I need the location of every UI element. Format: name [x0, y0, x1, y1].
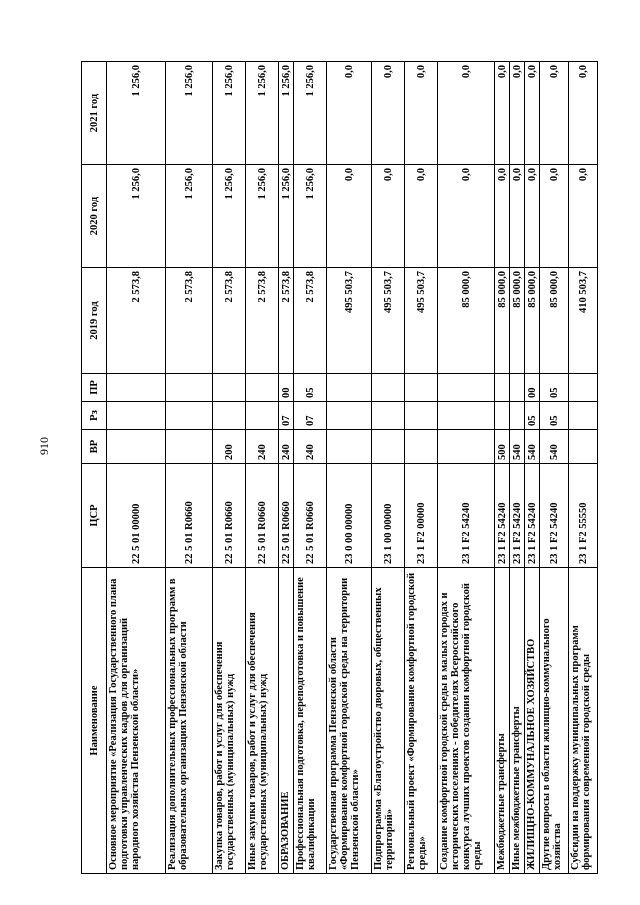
cell-csr: 23 1 F2 00000 [405, 464, 438, 568]
header-name: Наименование [82, 568, 107, 874]
table-row [438, 62, 495, 874]
cell-name: Иные межбюджетные трансферты [510, 568, 525, 874]
table-row [107, 62, 166, 874]
cell-y2019: 2 573,8 [246, 268, 279, 374]
cell-rz [569, 402, 598, 430]
cell-csr: 23 1 F2 54240 [510, 464, 525, 568]
cell-y2019: 495 503,7 [405, 268, 438, 374]
cell-csr: 23 1 F2 54240 [495, 464, 510, 568]
cell-y2019: 2 573,8 [166, 268, 213, 374]
cell-y2020: 0,0 [495, 165, 510, 268]
cell-csr: 23 1 F2 54240 [438, 464, 495, 568]
cell-csr: 22 5 01 R0660 [166, 464, 213, 568]
rotated-table-container [81, 62, 592, 874]
cell-csr: 23 0 00 00000 [327, 464, 372, 568]
cell-pr: 00 [279, 374, 294, 402]
table-row [540, 62, 569, 874]
header-pr: ПР [82, 374, 107, 402]
cell-name: Субсидии на поддержку муниципальных программ формирования современной городской среды [569, 568, 598, 874]
header-rz: Рз [82, 402, 107, 430]
table-body [107, 62, 598, 874]
cell-rz [405, 402, 438, 430]
cell-y2020: 1 256,0 [294, 165, 327, 268]
cell-rz: 07 [294, 402, 327, 430]
cell-y2020: 1 256,0 [166, 165, 213, 268]
cell-vr [438, 430, 495, 464]
cell-csr: 22 5 01 R0660 [279, 464, 294, 568]
header-row [82, 62, 107, 874]
cell-y2020: 0,0 [569, 165, 598, 268]
cell-csr: 23 1 00 00000 [372, 464, 405, 568]
cell-csr: 23 1 F2 54240 [540, 464, 569, 568]
cell-csr: 23 1 F2 54240 [525, 464, 540, 568]
cell-y2020: 1 256,0 [213, 165, 246, 268]
cell-name: Закупка товаров, работ и услуг для обеспечения государственных (муниципальных) нужд [213, 568, 246, 874]
cell-pr [246, 374, 279, 402]
cell-csr: 23 1 F2 55550 [569, 464, 598, 568]
cell-y2021: 0,0 [540, 62, 569, 165]
cell-y2019: 410 503,7 [569, 268, 598, 374]
table-row [569, 62, 598, 874]
cell-y2019: 2 573,8 [279, 268, 294, 374]
cell-y2021: 0,0 [327, 62, 372, 165]
cell-name: Создание комфортной городской среды в малых городах и исторических поселениях - победителях Всероссийского конкурса лучших проектов создания комфортной городской среды [438, 568, 495, 874]
cell-pr: 05 [540, 374, 569, 402]
cell-y2019: 2 573,8 [213, 268, 246, 374]
cell-y2020: 0,0 [372, 165, 405, 268]
cell-rz [107, 402, 166, 430]
cell-pr [569, 374, 598, 402]
cell-vr: 240 [279, 430, 294, 464]
cell-y2021: 1 256,0 [279, 62, 294, 165]
cell-name: ЖИЛИЩНО-КОММУНАЛЬНОЕ ХОЗЯЙСТВО [525, 568, 540, 874]
header-2020: 2020 год [82, 165, 107, 268]
cell-vr [166, 430, 213, 464]
cell-pr [327, 374, 372, 402]
cell-name: Профессиональная подготовка, переподготовка и повышение квалификации [294, 568, 327, 874]
cell-vr: 200 [213, 430, 246, 464]
cell-y2019: 2 573,8 [294, 268, 327, 374]
cell-y2021: 0,0 [525, 62, 540, 165]
cell-vr [327, 430, 372, 464]
table-row [495, 62, 510, 874]
header-2021: 2021 год [82, 62, 107, 165]
budget-table [81, 61, 598, 874]
cell-vr: 540 [525, 430, 540, 464]
cell-pr: 00 [525, 374, 540, 402]
cell-pr [438, 374, 495, 402]
cell-y2021: 0,0 [569, 62, 598, 165]
table-row [294, 62, 327, 874]
table-row [525, 62, 540, 874]
cell-name: Иные закупки товаров, работ и услуг для обеспечения государственных (муниципальных) нужд [246, 568, 279, 874]
table-row [327, 62, 372, 874]
cell-vr: 240 [294, 430, 327, 464]
cell-name: Другие вопросы в области жилищно-коммунального хозяйства [540, 568, 569, 874]
cell-vr: 240 [246, 430, 279, 464]
cell-y2019: 495 503,7 [372, 268, 405, 374]
cell-vr: 500 [495, 430, 510, 464]
cell-y2021: 1 256,0 [246, 62, 279, 165]
cell-csr: 22 5 01 00000 [107, 464, 166, 568]
cell-csr: 22 5 01 R0660 [213, 464, 246, 568]
cell-name: Реализация дополнительных профессиональных программ в образовательных организациях Пензенской области [166, 568, 213, 874]
cell-y2020: 0,0 [510, 165, 525, 268]
cell-rz [166, 402, 213, 430]
header-csr: ЦСР [82, 464, 107, 568]
cell-y2021: 0,0 [495, 62, 510, 165]
cell-rz: 07 [279, 402, 294, 430]
cell-rz [327, 402, 372, 430]
cell-y2020: 0,0 [405, 165, 438, 268]
cell-pr [213, 374, 246, 402]
cell-name: Подпрограмма «Благоустройство дворовых, общественных территорий» [372, 568, 405, 874]
cell-csr: 22 5 01 R0660 [294, 464, 327, 568]
cell-y2019: 85 000,0 [525, 268, 540, 374]
header-vr: ВР [82, 430, 107, 464]
cell-pr [107, 374, 166, 402]
cell-y2021: 0,0 [405, 62, 438, 165]
cell-y2020: 1 256,0 [246, 165, 279, 268]
cell-y2020: 0,0 [438, 165, 495, 268]
cell-y2021: 0,0 [438, 62, 495, 165]
cell-y2021: 0,0 [510, 62, 525, 165]
cell-pr [510, 374, 525, 402]
cell-rz [438, 402, 495, 430]
table-row [372, 62, 405, 874]
table-row [510, 62, 525, 874]
cell-pr [495, 374, 510, 402]
cell-name: Основное мероприятие «Реализация Государственного плана подготовки управленческих кадров для организаций народного хозяйства Пензенской области» [107, 568, 166, 874]
cell-rz [510, 402, 525, 430]
table-row [213, 62, 246, 874]
table-row [279, 62, 294, 874]
cell-vr [569, 430, 598, 464]
cell-rz [213, 402, 246, 430]
cell-y2020: 0,0 [540, 165, 569, 268]
cell-y2019: 85 000,0 [540, 268, 569, 374]
cell-y2019: 2 573,8 [107, 268, 166, 374]
cell-y2019: 85 000,0 [438, 268, 495, 374]
cell-name: Региональный проект «Формирование комфортной городской среды» [405, 568, 438, 874]
cell-vr: 540 [540, 430, 569, 464]
cell-vr: 540 [510, 430, 525, 464]
cell-rz: 05 [525, 402, 540, 430]
cell-rz [495, 402, 510, 430]
cell-y2021: 0,0 [372, 62, 405, 165]
cell-pr [372, 374, 405, 402]
cell-name: ОБРАЗОВАНИЕ [279, 568, 294, 874]
cell-csr: 22 5 01 R0660 [246, 464, 279, 568]
page-number: 910 [37, 437, 51, 455]
cell-y2020: 1 256,0 [107, 165, 166, 268]
cell-pr: 05 [294, 374, 327, 402]
table-row [246, 62, 279, 874]
cell-y2021: 1 256,0 [166, 62, 213, 165]
header-2019: 2019 год [82, 268, 107, 374]
cell-pr [166, 374, 213, 402]
cell-y2019: 85 000,0 [495, 268, 510, 374]
cell-y2020: 0,0 [327, 165, 372, 268]
cell-name: Государственная программа Пензенской области «Формирование комфортной городской среды на территории Пензенской области» [327, 568, 372, 874]
cell-vr [372, 430, 405, 464]
cell-y2021: 1 256,0 [294, 62, 327, 165]
cell-rz: 05 [540, 402, 569, 430]
cell-y2021: 1 256,0 [107, 62, 166, 165]
cell-y2021: 1 256,0 [213, 62, 246, 165]
cell-y2020: 1 256,0 [279, 165, 294, 268]
cell-y2020: 0,0 [525, 165, 540, 268]
cell-vr [107, 430, 166, 464]
cell-vr [405, 430, 438, 464]
cell-y2019: 85 000,0 [510, 268, 525, 374]
cell-rz [246, 402, 279, 430]
cell-rz [372, 402, 405, 430]
cell-name: Межбюджетные трансферты [495, 568, 510, 874]
cell-y2019: 495 503,7 [327, 268, 372, 374]
table-row [166, 62, 213, 874]
table-row [405, 62, 438, 874]
cell-pr [405, 374, 438, 402]
